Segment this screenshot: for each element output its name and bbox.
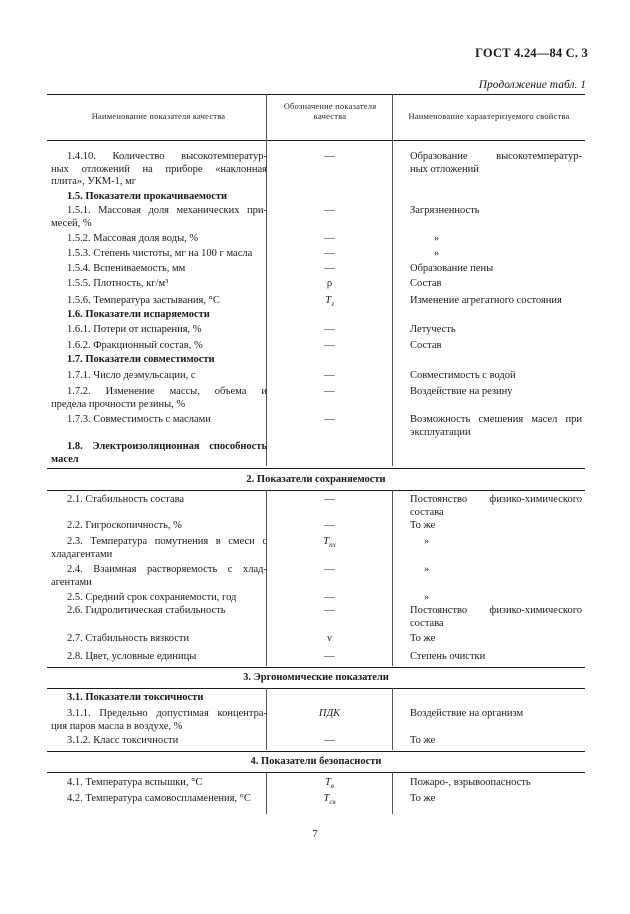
table-row-1-6-2-name: 1.6.2. Фракционный состав, % bbox=[67, 340, 203, 351]
table-row-2-5-name: 2.5. Средний срок сохраняемости, год bbox=[67, 592, 237, 603]
table-row-2-3-name: 2.3. Температура помутнения в смеси с хладагентами bbox=[51, 536, 267, 560]
table-row-1-5-3-name: 1.5.3. Степень чистоты, мг на 100 г масла bbox=[67, 248, 253, 259]
column-header-name: Наименование показателя качества bbox=[91, 111, 226, 121]
table-row-1-5-1-symbol: — bbox=[324, 205, 335, 216]
table-row-2-4-symbol: — bbox=[324, 564, 335, 575]
table-row-1-5-5-property: Состав bbox=[410, 278, 442, 289]
table-row-1-4-10-property: Образование высокотемператур- ных отложений bbox=[410, 151, 582, 175]
section-rule-2-top bbox=[47, 468, 585, 469]
table-row-2-1-property: Постоянство физико-химического состава bbox=[410, 494, 582, 518]
section-rule-4-top bbox=[47, 751, 585, 752]
table-row-1-5-4-symbol: — bbox=[324, 263, 335, 274]
table-row-1-5-1-name: 1.5.1. Массовая доля механических при- месей, % bbox=[51, 205, 267, 229]
table-header-rule bbox=[47, 140, 585, 141]
table-row-4-2-symbol: $T_{св}$ bbox=[323, 793, 336, 807]
table-row-1-5-3-property: » bbox=[434, 248, 440, 259]
table-row-4-1-property: Пожаро-, взрывоопасность bbox=[410, 777, 531, 788]
table-row-2-1-symbol: — bbox=[324, 494, 335, 505]
table-row-2-7-symbol: ν bbox=[327, 633, 332, 644]
table-row-3-1-1-symbol: ПДК bbox=[318, 708, 341, 719]
table-row-1-5-1-property: Загрязненность bbox=[410, 205, 480, 216]
group-heading-1-8: 1.8. Электроизоляционная способность масел bbox=[51, 441, 267, 465]
table-row-4-2-property: То же bbox=[410, 793, 436, 804]
section-rule-2-bottom bbox=[47, 490, 585, 491]
table-row-2-2-name: 2.2. Гигроскопичность, % bbox=[67, 520, 182, 531]
table-row-1-7-3-property: Возможность смешения масел при эксплуатации bbox=[410, 414, 582, 438]
table-row-1-5-6-name: 1.5.6. Температура застывания, °С bbox=[67, 295, 220, 306]
section-heading-4: 4. Показатели безопасности bbox=[250, 756, 382, 767]
table-row-3-1-1-property: Воздействие на организм bbox=[410, 708, 524, 719]
document-id: ГОСТ 4.24—84 С. 3 bbox=[475, 46, 588, 60]
group-heading-3-1: 3.1. Показатели токсичности bbox=[67, 692, 204, 703]
table-row-4-1-name: 4.1. Температура вспышки, °С bbox=[67, 777, 203, 788]
table-row-1-5-6-property: Изменение агрегатного состояния bbox=[410, 295, 562, 306]
table-row-1-6-1-property: Летучесть bbox=[410, 324, 456, 335]
table-row-3-1-2-name: 3.1.2. Класс токсичности bbox=[67, 735, 179, 746]
section-heading-2: 2. Показатели сохраняемости bbox=[246, 474, 386, 485]
table-row-2-8-property: Степень очистки bbox=[410, 651, 486, 662]
column-divider-right-s2 bbox=[392, 490, 393, 666]
table-row-4-2-name: 4.2. Температура самовоспламенения, °С bbox=[67, 793, 251, 804]
table-row-2-6-property: Постоянство физико-химического состава bbox=[410, 605, 582, 629]
table-row-2-8-symbol: — bbox=[324, 651, 335, 662]
section-rule-3-top bbox=[47, 667, 585, 668]
table-row-1-5-2-name: 1.5.2. Массовая доля воды, % bbox=[67, 233, 199, 244]
page-number: 7 bbox=[312, 828, 318, 840]
table-row-1-7-2-symbol: — bbox=[324, 386, 335, 397]
table-row-1-7-1-name: 1.7.1. Число деэмульсации, с bbox=[67, 370, 196, 381]
table-row-2-4-property: » bbox=[424, 564, 430, 575]
column-header-property: Наименование характеризуемого свойства bbox=[408, 111, 570, 121]
table-row-2-2-symbol: — bbox=[324, 520, 335, 531]
table-continuation-label: Продолжение табл. 1 bbox=[478, 79, 586, 91]
table-row-1-6-2-property: Состав bbox=[410, 340, 442, 351]
section-heading-3: 3. Эргономические показатели bbox=[243, 672, 389, 683]
column-divider-right bbox=[392, 94, 393, 466]
column-divider-right-s4 bbox=[392, 772, 393, 814]
table-row-2-7-name: 2.7. Стабильность вязкости bbox=[67, 633, 190, 644]
table-row-1-4-10-symbol: — bbox=[324, 151, 335, 162]
table-row-3-1-2-symbol: — bbox=[324, 735, 335, 746]
table-row-2-8-name: 2.8. Цвет, условные единицы bbox=[67, 651, 197, 662]
table-row-1-5-4-name: 1.5.4. Вспениваемость, мм bbox=[67, 263, 186, 274]
section-rule-3-bottom bbox=[47, 688, 585, 689]
column-divider-right-s3 bbox=[392, 688, 393, 750]
table-row-1-7-1-property: Совместимость с водой bbox=[410, 370, 516, 381]
table-row-1-6-1-name: 1.6.1. Потери от испарения, % bbox=[67, 324, 202, 335]
table-row-1-5-2-property: » bbox=[434, 233, 440, 244]
table-row-2-7-property: То же bbox=[410, 633, 436, 644]
table-row-1-7-3-symbol: — bbox=[324, 414, 335, 425]
table-row-1-7-2-name: 1.7.2. Изменение массы, объема и предела прочности резины, % bbox=[51, 386, 267, 410]
table-row-3-1-2-property: То же bbox=[410, 735, 436, 746]
table-row-2-2-property: То же bbox=[410, 520, 436, 531]
table-row-1-5-4-property: Образование пены bbox=[410, 263, 494, 274]
group-heading-1-5: 1.5. Показатели прокачиваемости bbox=[67, 191, 228, 202]
table-row-2-5-symbol: — bbox=[324, 592, 335, 603]
table-row-1-4-10-name: 1.4.10. Количество высокотемператур- ных отложений на приборе «наклонная плита», УКМ-1, мг bbox=[51, 151, 267, 187]
table-row-4-1-symbol: $T_в$ bbox=[325, 777, 334, 791]
table-row-2-6-symbol: — bbox=[324, 605, 335, 616]
table-row-2-5-property: » bbox=[424, 592, 430, 603]
table-row-1-7-3-name: 1.7.3. Совместимость с маслами bbox=[67, 414, 211, 425]
table-row-3-1-1-name: 3.1.1. Предельно допустимая концентра- ция паров масла в воздухе, % bbox=[51, 708, 267, 732]
column-header-symbol: Обозначение показателя качества bbox=[283, 101, 377, 121]
table-row-2-1-name: 2.1. Стабильность состава bbox=[67, 494, 185, 505]
table-row-1-5-2-symbol: — bbox=[324, 233, 335, 244]
table-row-1-5-5-name: 1.5.5. Плотность, кг/м³ bbox=[67, 278, 169, 289]
table-row-1-7-2-property: Воздействие на резину bbox=[410, 386, 513, 397]
table-row-1-5-6-symbol: $T_з$ bbox=[325, 295, 334, 309]
table-row-1-6-2-symbol: — bbox=[324, 340, 335, 351]
table-row-1-7-1-symbol: — bbox=[324, 370, 335, 381]
group-heading-1-6: 1.6. Показатели испаряемости bbox=[67, 309, 210, 320]
table-row-2-6-name: 2.6. Гидролитическая стабильность bbox=[67, 605, 226, 616]
table-row-1-5-5-symbol: ρ bbox=[326, 278, 333, 289]
table-row-2-3-property: » bbox=[424, 536, 430, 547]
group-heading-1-7: 1.7. Показатели совместимости bbox=[67, 354, 215, 365]
table-row-1-5-3-symbol: — bbox=[324, 248, 335, 259]
table-row-2-4-name: 2.4. Взаимная растворяемость с хлад- агентами bbox=[51, 564, 267, 588]
table-top-rule bbox=[47, 94, 585, 95]
table-row-1-6-1-symbol: — bbox=[324, 324, 335, 335]
table-row-2-3-symbol: $T_{пх}$ bbox=[323, 536, 336, 550]
section-rule-4-bottom bbox=[47, 772, 585, 773]
